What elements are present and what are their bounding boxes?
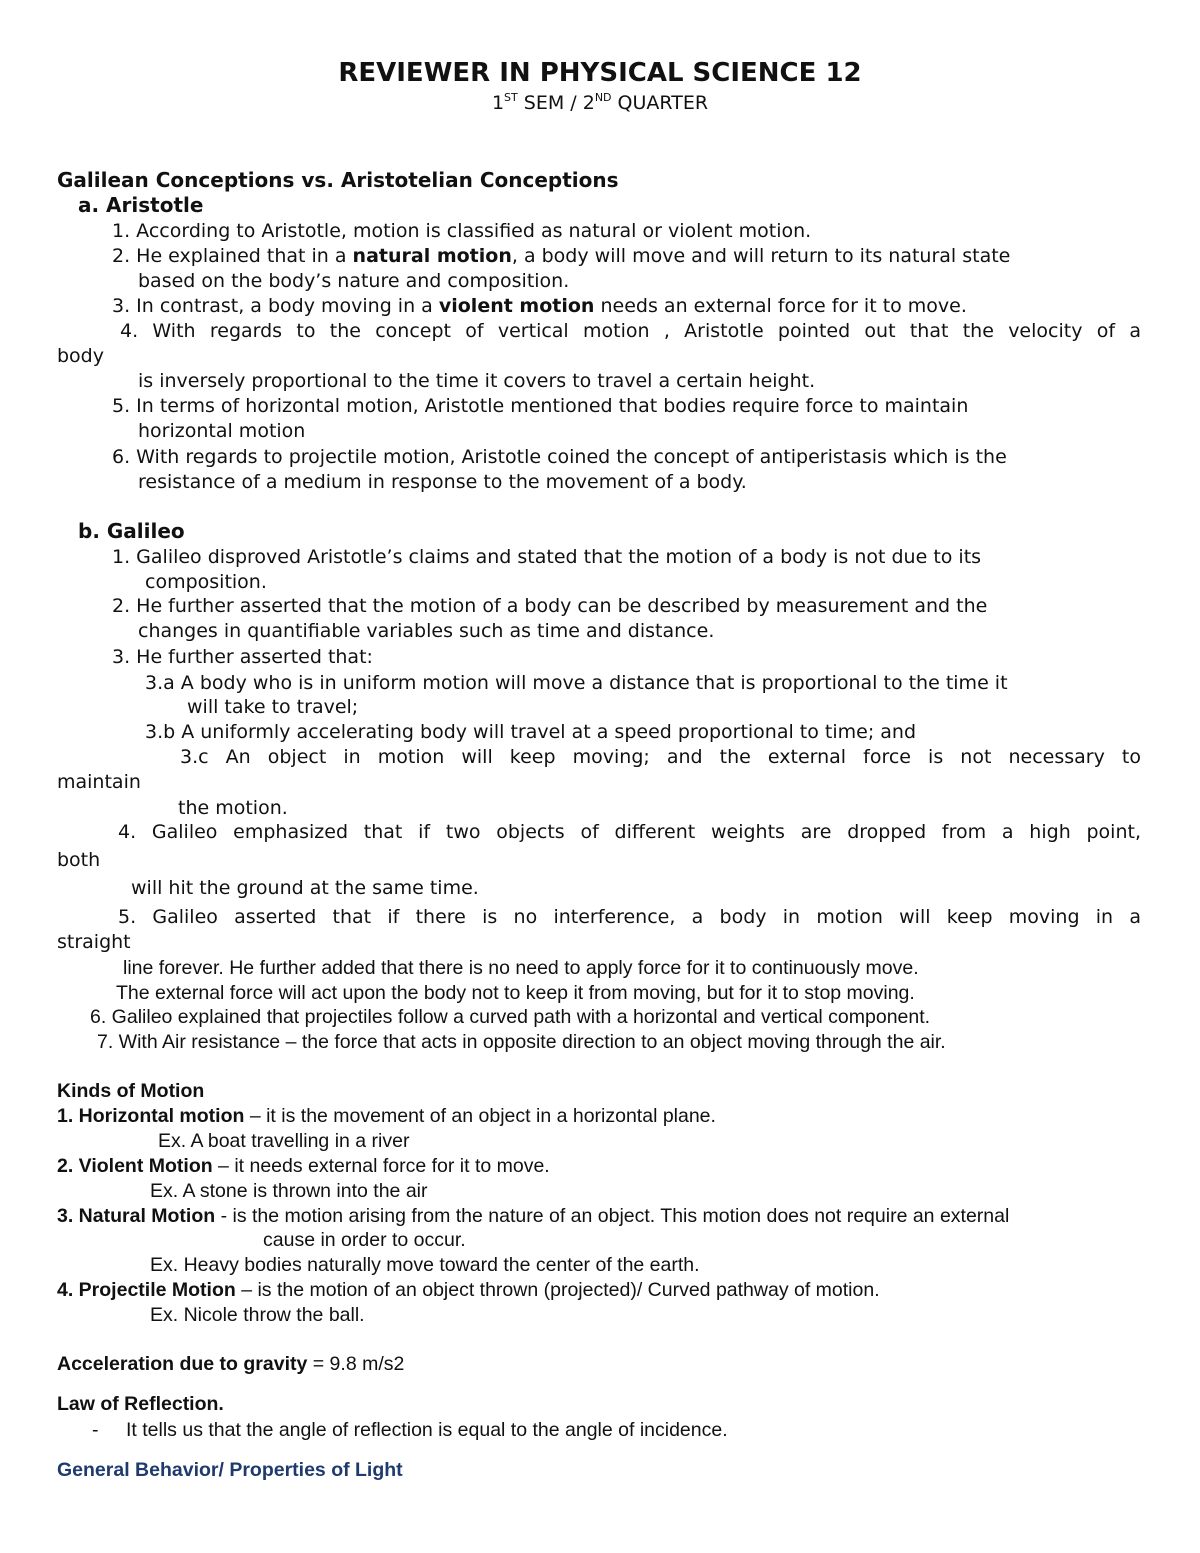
aristotle-item-5: 5. In terms of horizontal motion, Aristotle mentioned that bodies require force to maintain [112,395,969,417]
galileo-item-1-cont: composition. [145,571,267,593]
galileo-item-4-wrap: both [57,849,101,871]
document-title: REVIEWER IN PHYSICAL SCIENCE 12 [338,58,862,88]
galileo-item-2: 2. He further asserted that the motion of a body can be described by measurement and the [112,595,988,617]
galileo-item-3c-wrap: maintain [57,771,141,793]
kind-3-cont: cause in order to occur. [263,1229,466,1251]
aristotle-item-5-cont: horizontal motion [138,420,306,442]
reflection-bullet: - [92,1419,99,1441]
kind-3: 3. Natural Motion - is the motion arising from the nature of an object. This motion does not require an external [57,1205,1010,1227]
aristotle-item-4-wrap: body [57,345,104,367]
gravity-line: Acceleration due to gravity = 9.8 m/s2 [57,1353,405,1375]
galileo-item-5: 5. Galileo asserted that if there is no interference, a body in motion will keep moving in a [118,906,1141,928]
aristotle-item-6: 6. With regards to projectile motion, Aristotle coined the concept of antiperistasis which is the [112,446,1007,468]
galileo-item-2-cont: changes in quantifiable variables such as time and distance. [138,620,715,642]
document-subtitle: 1ST SEM / 2ND QUARTER [491,91,709,114]
galileo-heading: b. Galileo [78,519,185,543]
light-heading: General Behavior/ Properties of Light [57,1459,403,1481]
kind-2: 2. Violent Motion – it needs external force for it to move. [57,1155,550,1177]
galileo-item-3: 3. He further asserted that: [112,646,373,668]
aristotle-heading: a. Aristotle [78,193,204,217]
galileo-item-7: 7. With Air resistance – the force that acts in opposite direction to an object moving through the air. [97,1031,946,1053]
kind-3-example: Ex. Heavy bodies naturally move toward the center of the earth. [150,1254,700,1276]
aristotle-item-6-cont: resistance of a medium in response to the movement of a body. [138,471,747,493]
kind-4-example: Ex. Nicole throw the ball. [150,1304,365,1326]
aristotle-item-4-cont: is inversely proportional to the time it covers to travel a certain height. [138,370,816,392]
aristotle-item-2: 2. He explained that in a natural motion, a body will move and will return to its natural state [112,245,1011,267]
aristotle-item-3: 3. In contrast, a body moving in a violent motion needs an external force for it to move. [112,295,967,317]
galileo-item-3b: 3.b A uniformly accelerating body will travel at a speed proportional to time; and [145,721,917,743]
galileo-item-5-wrap: straight [57,931,131,953]
kind-1: 1. Horizontal motion – it is the movement of an object in a horizontal plane. [57,1105,716,1127]
aristotle-item-1: 1. According to Aristotle, motion is classified as natural or violent motion. [112,220,812,242]
galileo-item-5-cont: line forever. He further added that there is no need to apply force for it to continuously move. [123,957,919,979]
galileo-item-5-cont2: The external force will act upon the body not to keep it from moving, but for it to stop moving. [116,982,915,1004]
aristotle-item-4: 4. With regards to the concept of vertical motion , Aristotle pointed out that the velocity of a [120,320,1141,342]
galileo-item-3c: 3.c An object in motion will keep moving; and the external force is not necessary to [180,746,1141,768]
galileo-item-3a-cont: will take to travel; [187,696,359,718]
galileo-item-4-cont: will hit the ground at the same time. [131,877,479,899]
kind-2-example: Ex. A stone is thrown into the air [150,1180,428,1202]
galileo-item-3a: 3.a A body who is in uniform motion will move a distance that is proportional to the time it [145,672,1008,694]
reflection-heading: Law of Reflection. [57,1393,224,1415]
aristotle-item-2-cont: based on the body’s nature and composition. [138,270,570,292]
section-heading-conceptions: Galilean Conceptions vs. Aristotelian Conceptions [57,168,619,192]
galileo-item-6: 6. Galileo explained that projectiles follow a curved path with a horizontal and vertical component. [90,1006,931,1028]
galileo-item-3c-cont: the motion. [178,797,288,819]
kind-4: 4. Projectile Motion – is the motion of an object thrown (projected)/ Curved pathway of motion. [57,1279,880,1301]
kinds-heading: Kinds of Motion [57,1080,205,1102]
galileo-item-4: 4. Galileo emphasized that if two objects of different weights are dropped from a high point, [118,821,1141,843]
kind-1-example: Ex. A boat travelling in a river [158,1130,410,1152]
galileo-item-1: 1. Galileo disproved Aristotle’s claims and stated that the motion of a body is not due to its [112,546,982,568]
reflection-text: It tells us that the angle of reflection is equal to the angle of incidence. [126,1419,728,1441]
